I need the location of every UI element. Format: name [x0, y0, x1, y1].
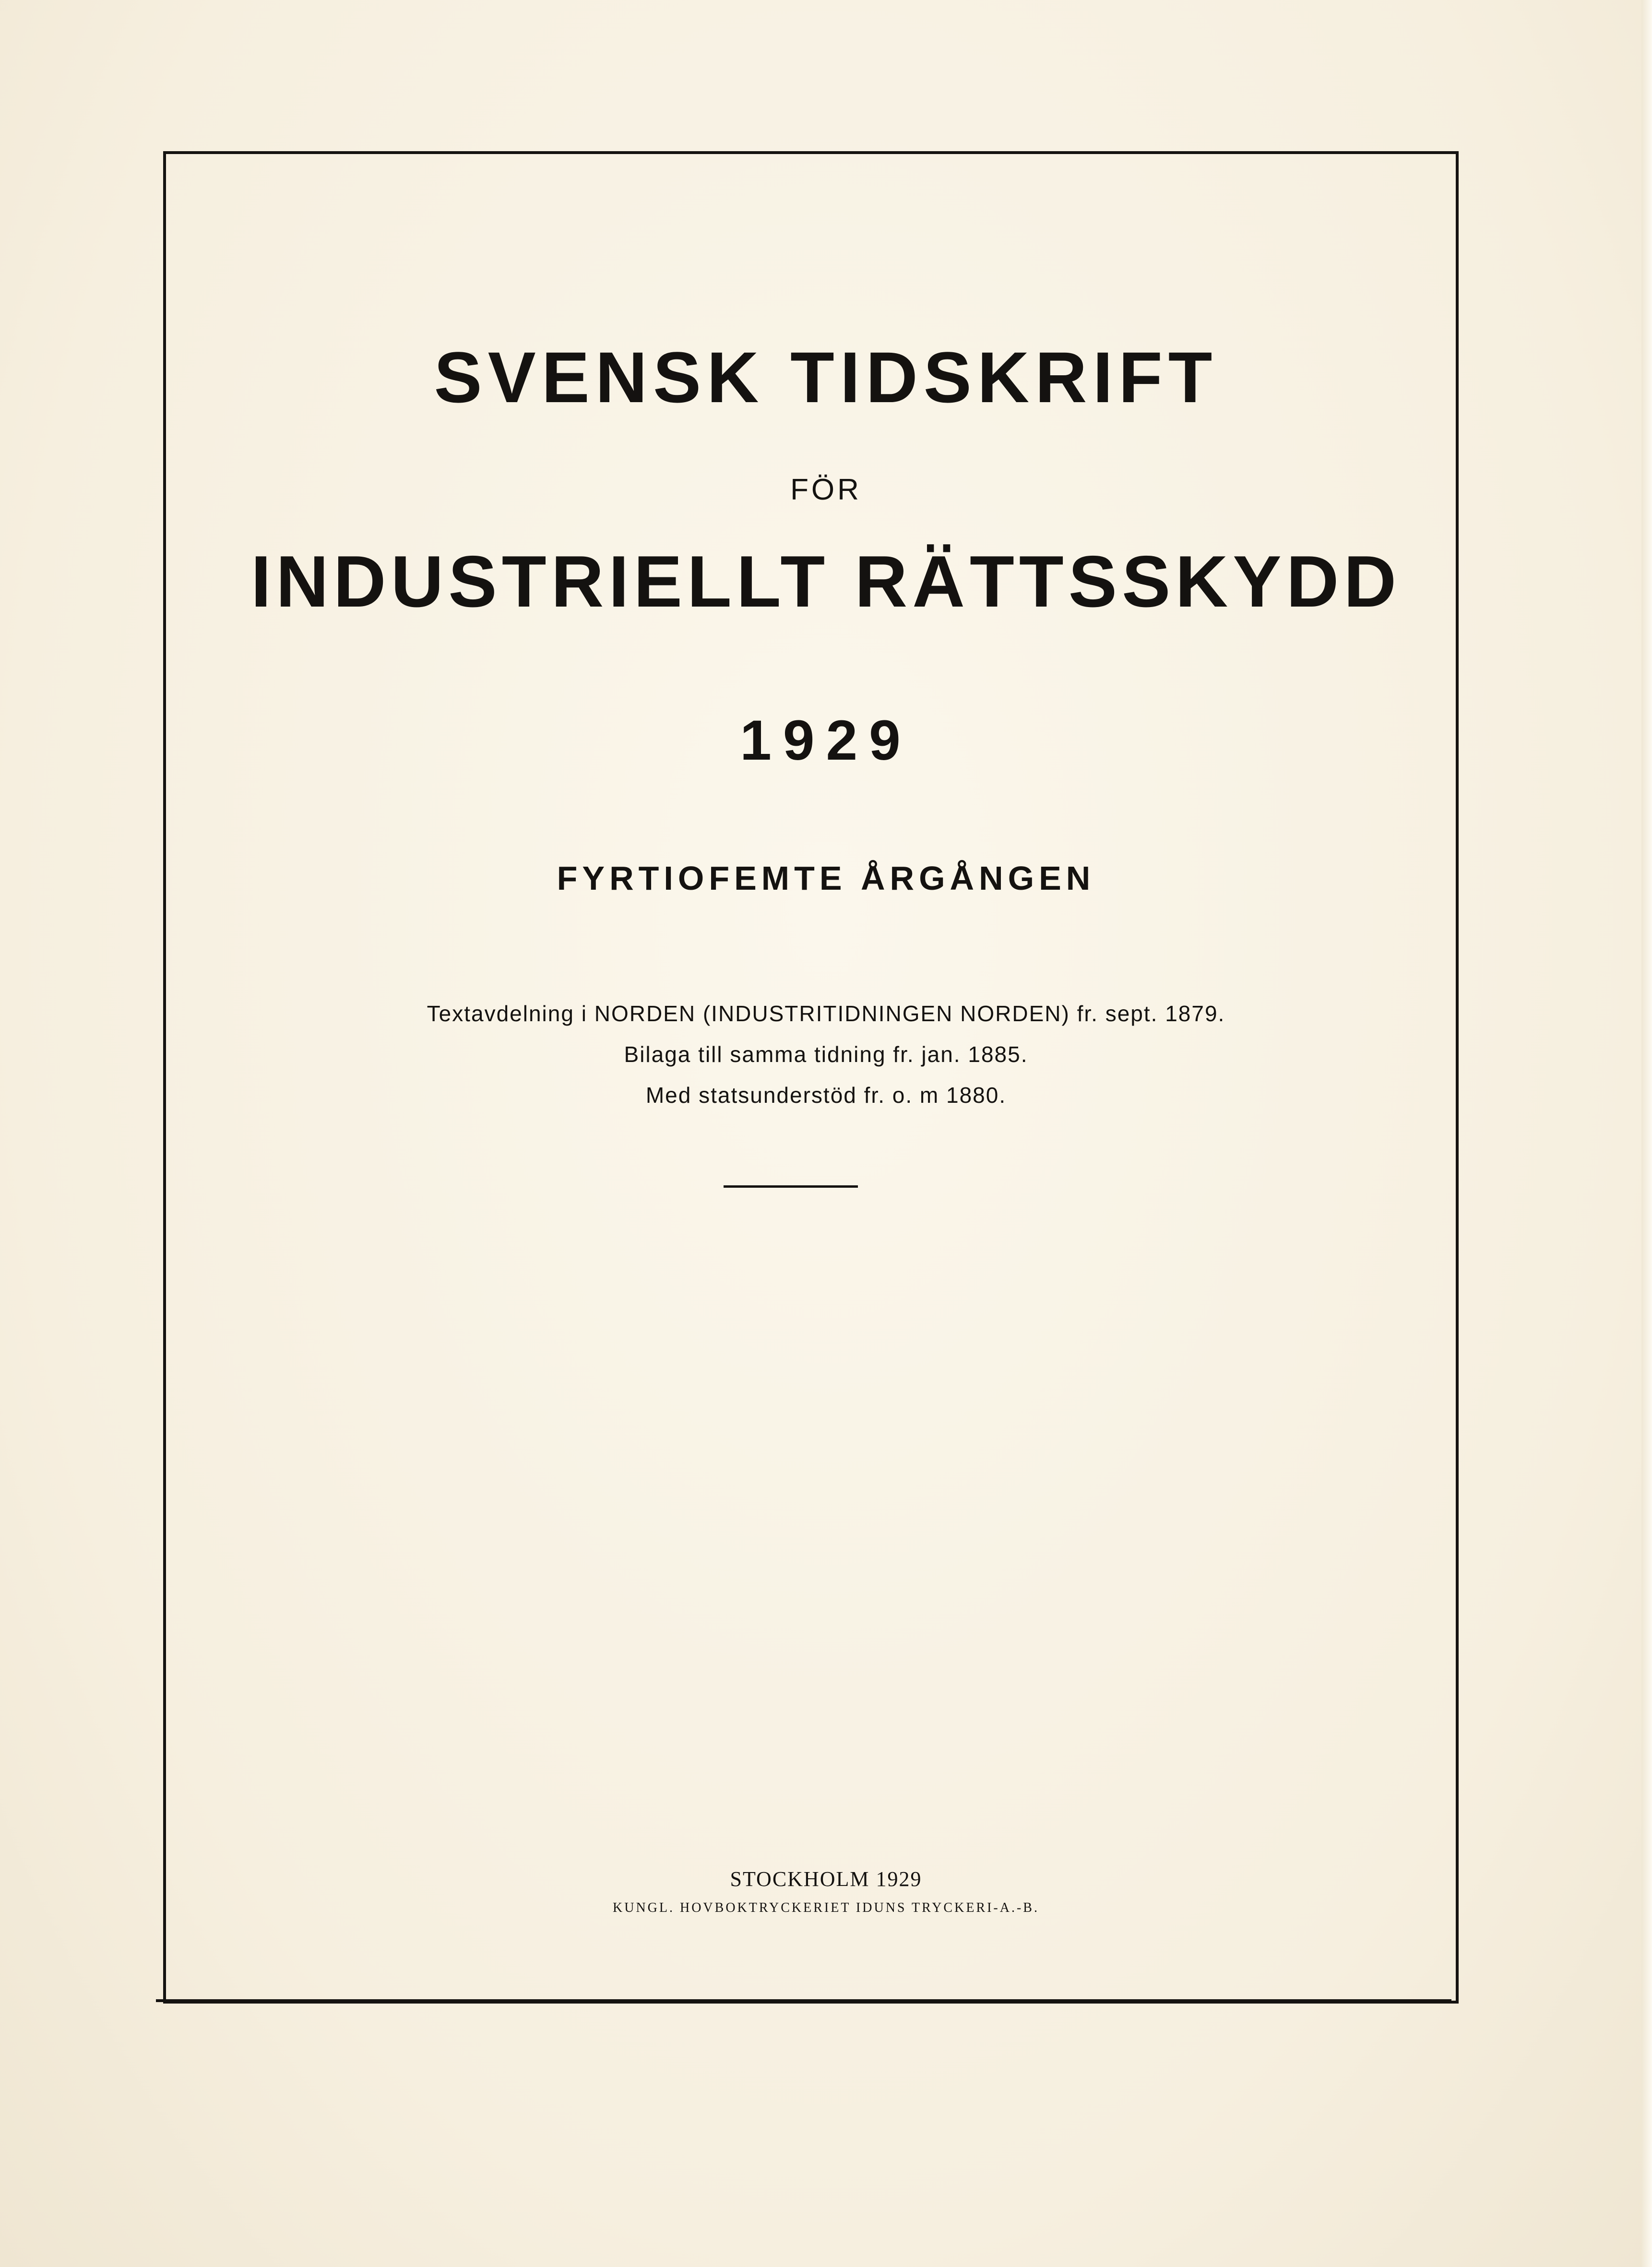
- frame-bottom-rule: [156, 1999, 1451, 2002]
- divider-rule: [724, 1185, 858, 1188]
- volume-label: FYRTIOFEMTE ÅRGÅNGEN: [557, 859, 1095, 897]
- history-note-1: Textavdelning i NORDEN (INDUSTRITIDNINGEN NORDEN) fr. sept. 1879.: [427, 1001, 1225, 1026]
- publication-year: 1929: [740, 709, 912, 772]
- journal-title-line-2: INDUSTRIELLT RÄTTSSKYDD: [250, 541, 1402, 622]
- imprint-place: STOCKHOLM 1929: [730, 1867, 922, 1891]
- journal-title-line-1: SVENSK TIDSKRIFT: [434, 337, 1218, 418]
- history-note-2: Bilaga till samma tidning fr. jan. 1885.: [624, 1042, 1028, 1067]
- journal-title-connector: FÖR: [790, 473, 862, 506]
- history-note-3: Med statsunderstöd fr. o. m 1880.: [645, 1083, 1007, 1108]
- imprint-printer: KUNGL. HOVBOKTRYCKERIET IDUNS TRYCKERI-A.-B.: [613, 1900, 1039, 1915]
- page-border-frame: [163, 151, 1459, 2004]
